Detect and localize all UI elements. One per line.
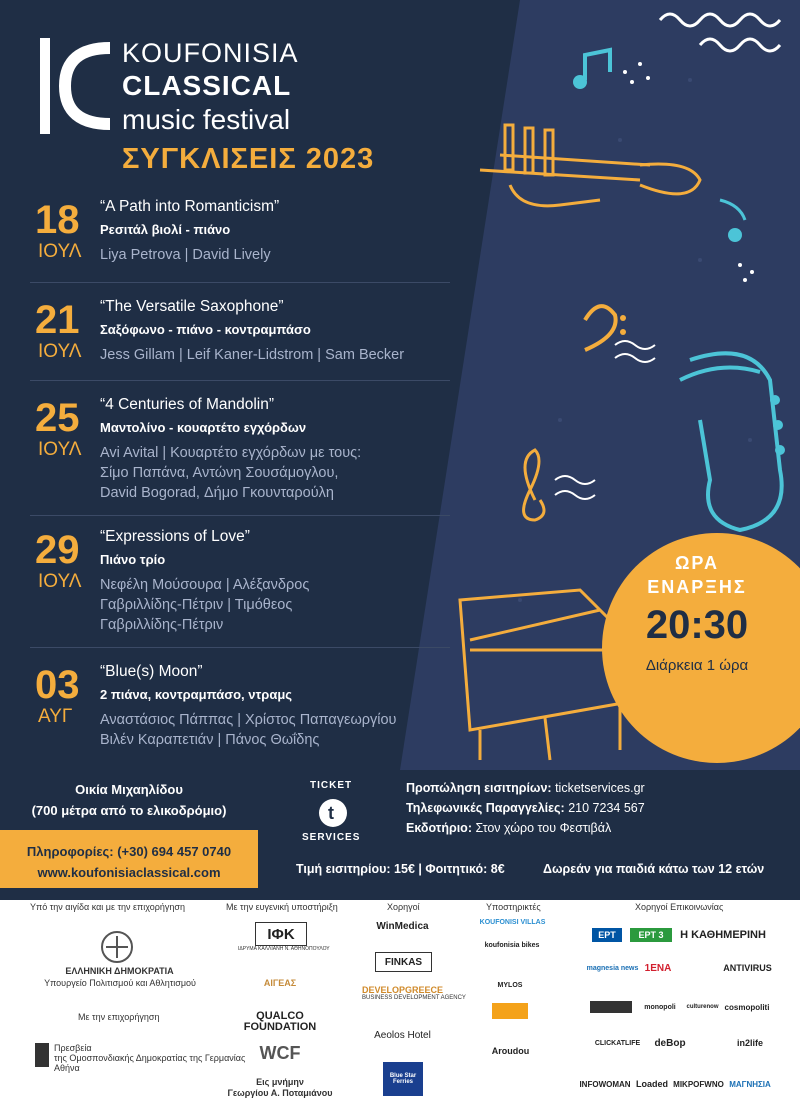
grant-heading: Με την επιχορήγηση bbox=[78, 1012, 160, 1022]
concert-day: 03 bbox=[35, 663, 80, 707]
loaded-logo: Loaded bbox=[635, 1079, 668, 1089]
debop-logo: deBop bbox=[654, 1037, 686, 1049]
winmedica-logo: WinMedica bbox=[376, 920, 429, 932]
concert-performers: Liya Petrova | David Lively bbox=[100, 247, 271, 263]
mylos-logo: MYLOS bbox=[497, 981, 523, 989]
ert3-logo: ΕΡΤ 3 bbox=[630, 928, 672, 942]
ifk-logo: ΙΦΚ bbox=[255, 922, 307, 946]
divider bbox=[30, 515, 450, 516]
kathimerini-ee-logo bbox=[590, 1001, 632, 1013]
ifk-caption: ΙΔΡΥΜΑ ΚΑΛΛΙΑΝΗ Ν. ΑΘΗΝΟΠΟΥΛΟΥ bbox=[238, 946, 330, 952]
qualco-logo-1: QUALCO bbox=[256, 1010, 304, 1022]
concert-day: 25 bbox=[35, 396, 80, 440]
german-embassy-2: της Ομοσπονδιακής Δημοκρατίας της Γερμανίας bbox=[54, 1053, 246, 1063]
ticket-logo-top: TICKET bbox=[310, 780, 353, 791]
memory-2: Γεωργίου Α. Ποταμιάνου bbox=[227, 1088, 333, 1098]
info-box bbox=[0, 830, 258, 888]
venue-box bbox=[0, 770, 258, 830]
divider bbox=[30, 282, 450, 283]
k-logo-mark bbox=[40, 38, 115, 134]
aigeas-logo: ΑΙΓΕΑΣ bbox=[263, 978, 297, 988]
concert-month: ΙΟΥΛ bbox=[38, 241, 82, 262]
festival-name-line1: KOUFONISIA bbox=[122, 38, 299, 68]
concert-day: 29 bbox=[35, 528, 80, 572]
concert-title: “Blue(s) Moon” bbox=[100, 663, 203, 680]
finkas-logo: FINKAS bbox=[375, 952, 432, 972]
concert-performers: Avi Avital | Κουαρτέτο εγχόρδων με τους: Σίμο Παπάνα, Αντώνη Σουσάμογλου, David Bogorad, Δήμο Γκουνταρούλη bbox=[100, 445, 362, 501]
ticket-price: Τιμή εισιτηρίου: 15€ | Φοιτητικό: 8€ bbox=[296, 862, 505, 876]
concert-instruments: 2 πιάνα, κοντραμπάσο, ντραμς bbox=[100, 687, 293, 702]
greek-emblem-icon bbox=[100, 930, 134, 964]
kalamaki-logo bbox=[492, 1003, 528, 1019]
kathimerini-logo: Η ΚΑΘΗΜΕΡΙΝΗ bbox=[680, 929, 766, 941]
memory-1: Εις μνήμην bbox=[256, 1077, 304, 1087]
concert-performers: Αναστάσιος Πάππας | Χρίστος Παπαγεωργίου Βιλέν Καραπετιάν | Πάνος Θωΐδης bbox=[100, 712, 397, 748]
antivirus-logo: ANTIVIRUS bbox=[723, 963, 772, 973]
in2life-logo: in2life bbox=[736, 1038, 763, 1048]
concert-instruments: Σαξόφωνο - πιάνο - κοντραμπάσο bbox=[100, 322, 311, 337]
hellenic-republic: ΕΛΛΗΝΙΚΗ ΔΗΜΟΚΡΑΤΙΑ bbox=[65, 966, 174, 976]
german-eagle-icon bbox=[35, 1043, 49, 1067]
box-office-label: Εκδοτήριο: bbox=[406, 821, 472, 835]
mikrofwno-logo: ΜΙΚΡΟFWNO bbox=[673, 1079, 724, 1089]
sponsors-heading: Χορηγοί bbox=[387, 902, 420, 912]
blue-star-ferries-logo: Blue Star Ferries bbox=[383, 1062, 423, 1096]
sponsors-section bbox=[0, 900, 800, 1108]
concert-month: ΙΟΥΛ bbox=[38, 571, 82, 592]
start-time-label-2: ΕΝΑΡΞΗΣ bbox=[647, 577, 747, 597]
koufonisia-bikes-logo: koufonisia bikes bbox=[484, 941, 540, 949]
start-time-label: ΩΡΑ bbox=[674, 553, 720, 573]
aeolos-hotel-logo: Aeolos Hotel bbox=[374, 1029, 431, 1041]
media-heading: Χορηγοί Επικοινωνίας bbox=[635, 902, 724, 912]
german-embassy-1: Πρεσβεία bbox=[54, 1043, 92, 1053]
concert-instruments: Πιάνο τρίο bbox=[100, 552, 166, 567]
phone-orders-label: Τηλεφωνικές Παραγγελίες: bbox=[406, 801, 565, 815]
concert-title: “Expressions of Love” bbox=[100, 528, 250, 545]
concert-title: “The Versatile Saxophone” bbox=[100, 298, 284, 315]
ministry-of-culture: Υπουργείο Πολιτισμού και Αθλητισμού bbox=[44, 978, 196, 988]
festival-subtitle: ΣΥΓΚΛΙΣΕΙΣ 2023 bbox=[122, 143, 375, 175]
infowoman-logo: INFOWOMAN bbox=[579, 1079, 631, 1089]
box-office-value: Στον χώρο του Φεστιβάλ bbox=[471, 821, 612, 835]
phone-orders-value: 210 7234 567 bbox=[564, 801, 645, 815]
german-embassy-3: Αθήνα bbox=[54, 1063, 80, 1073]
magnesia-news-logo: magnesia news bbox=[586, 964, 639, 972]
ena-logo: 1ΕΝΑ bbox=[644, 962, 672, 974]
concert-instruments: Μαντολίνο - κουαρτέτο εγχόρδων bbox=[100, 420, 307, 435]
divider bbox=[30, 380, 450, 381]
ticket-logo-letter: t bbox=[328, 803, 334, 823]
cosmopoliti-logo: cosmopoliti bbox=[724, 1002, 770, 1012]
develop-greece-caption: BUSINESS DEVELOPMENT AGENCY bbox=[362, 995, 466, 1001]
clickatlife-logo: CLICKATLIFE bbox=[594, 1039, 641, 1047]
venue-name: Οικία Μιχαηλίδου bbox=[75, 782, 183, 797]
divider bbox=[30, 647, 450, 648]
wcf-logo: WCF bbox=[259, 1042, 301, 1063]
info-phone: Πληροφορίες: (+30) 694 457 0740 bbox=[26, 844, 232, 859]
monopoli-logo: monopoli bbox=[644, 1003, 676, 1011]
presale-value[interactable]: ticketservices.gr bbox=[551, 781, 645, 795]
concert-performers: Jess Gillam | Leif Kaner-Lidstrom | Sam Becker bbox=[100, 347, 405, 363]
ticket-logo-bottom: SERVICES bbox=[302, 832, 361, 843]
start-time-value: 20:30 bbox=[645, 603, 749, 647]
concert-day: 21 bbox=[35, 298, 80, 342]
culturenow-logo: culturenow bbox=[686, 1004, 719, 1010]
box-office-line bbox=[406, 821, 611, 835]
concert-performers: Νεφέλη Μούσουρα | Αλέξανδρος Γαβριλλίδης-Πέτριν | Τιμόθεος Γαβριλλίδης-Πέτριν bbox=[100, 577, 310, 633]
supporters-heading: Υποστηρικτές bbox=[486, 902, 541, 912]
develop-greece-logo: DEVELOPGREECE bbox=[361, 985, 444, 995]
phone-orders-line bbox=[406, 801, 645, 815]
qualco-logo-2: FOUNDATION bbox=[243, 1021, 317, 1033]
festival-name-line3: music festival bbox=[122, 104, 291, 135]
ticket-info bbox=[258, 770, 800, 888]
aroudou-logo: Aroudou bbox=[491, 1046, 530, 1056]
concert-day: 18 bbox=[35, 198, 80, 242]
concert-month: ΑΥΓ bbox=[38, 706, 73, 727]
ert-logo: ΕΡΤ bbox=[592, 928, 622, 942]
concert-month: ΙΟΥΛ bbox=[38, 439, 82, 460]
free-entry-note: Δωρεάν για παιδιά κάτω των 12 ετών bbox=[543, 862, 765, 876]
concert-title: “4 Centuries of Mandolin” bbox=[100, 396, 275, 413]
concert-month: ΙΟΥΛ bbox=[38, 341, 82, 362]
duration-text: Διάρκεια 1 ώρα bbox=[645, 657, 749, 674]
koufonisi-villas-logo: KOUFONISI VILLAS bbox=[479, 918, 546, 926]
concert-instruments: Ρεσιτάλ βιολί - πιάνο bbox=[100, 222, 231, 237]
magnisia-logo: ΜΑΓΝΗΣΙΑ bbox=[729, 1079, 771, 1089]
presale-label: Προπώληση εισιτηρίων: bbox=[406, 781, 552, 795]
concert-title: “A Path into Romanticism” bbox=[100, 198, 280, 215]
support-heading: Με την ευγενική υποστήριξη bbox=[226, 902, 338, 912]
info-website[interactable]: www.koufonisiaclassical.com bbox=[37, 865, 221, 880]
festival-name-line2: CLASSICAL bbox=[122, 70, 292, 101]
venue-note: (700 μέτρα από το ελικοδρόμιο) bbox=[31, 803, 227, 818]
auspices-heading: Υπό την αιγίδα και με την επιχορήγηση bbox=[30, 902, 185, 912]
presale-line bbox=[406, 781, 645, 795]
